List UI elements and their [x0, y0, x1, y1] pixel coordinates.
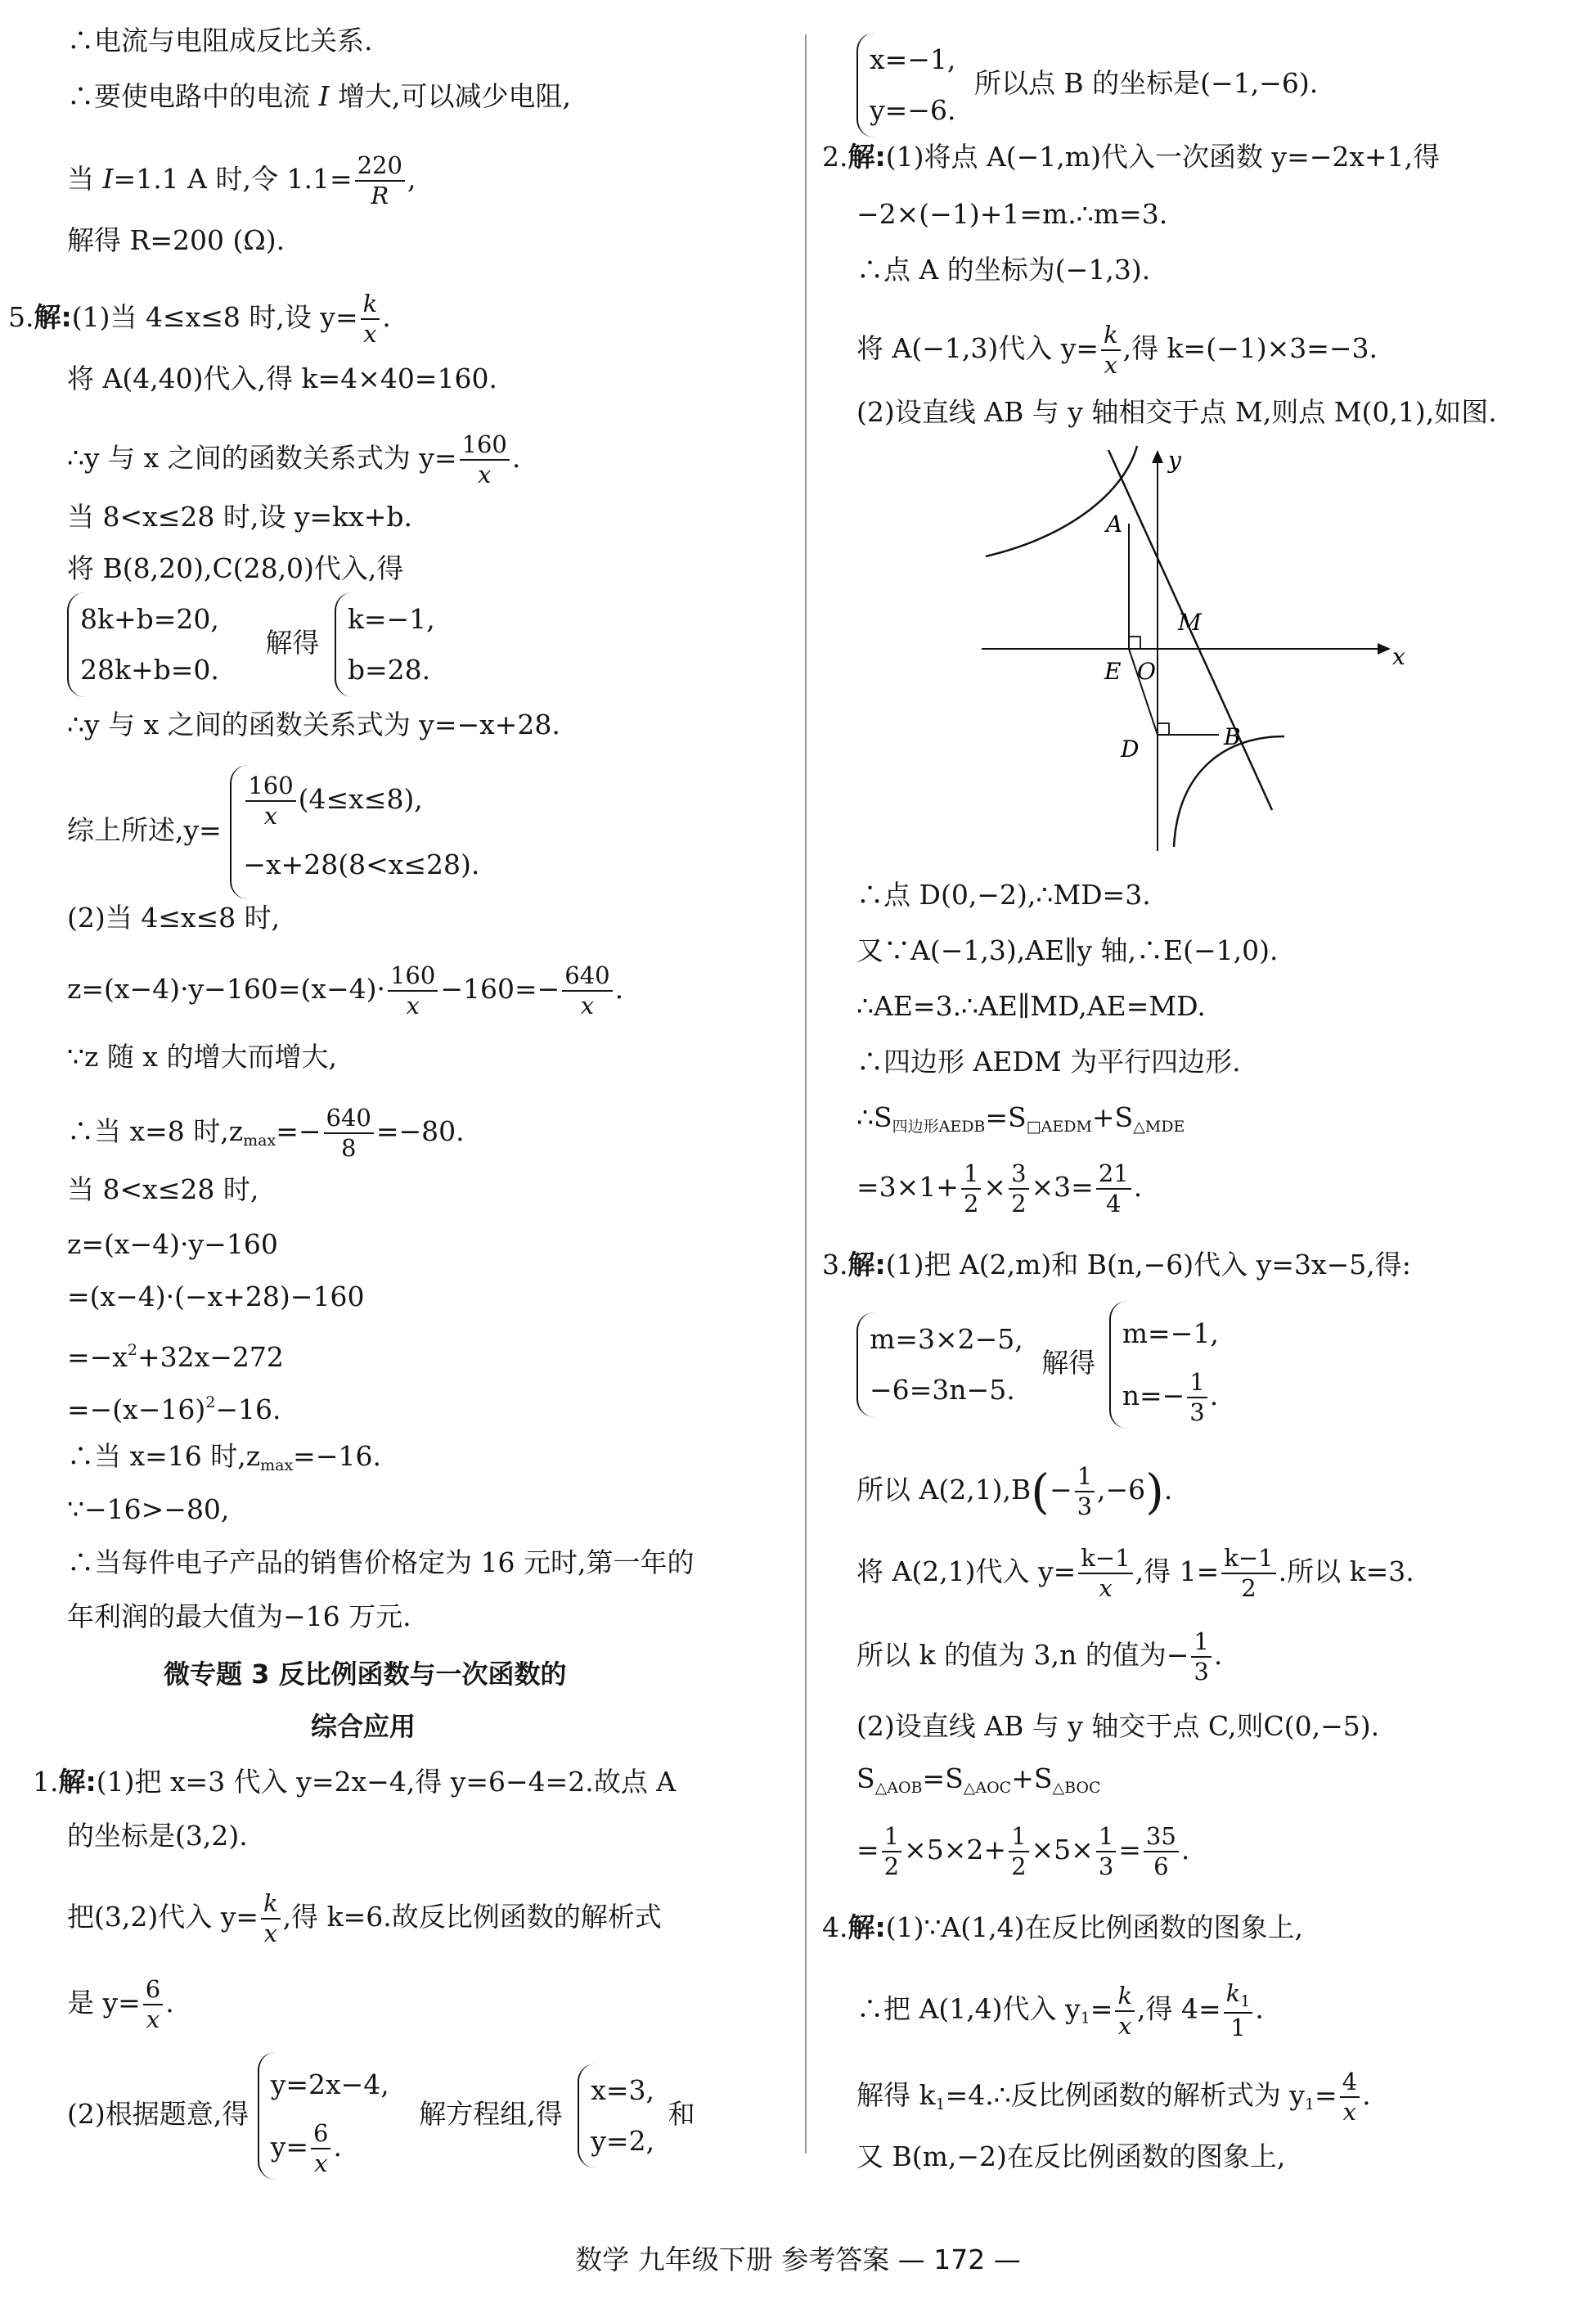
- label-m: M: [1178, 609, 1202, 636]
- text-line: 将 B(8,20),C(28,0)代入,得: [67, 552, 404, 584]
- equation-system: x=−1, y=−6. 所以点 B 的坐标是(−1,−6).: [856, 33, 1318, 137]
- function-graph: [982, 442, 1407, 851]
- text-line: ∴点 D(0,−2),∴MD=3.: [856, 879, 1151, 911]
- label-o: O: [1137, 658, 1156, 685]
- text-line: (2)设直线 AB 与 y 轴相交于点 M,则点 M(0,1),如图.: [856, 396, 1497, 428]
- section-heading: 综合应用: [311, 1711, 416, 1742]
- equation-system: m=3×2−5, −6=3n−5. 解得 m=−1, n=− $\frac{1}{3}$ .: [856, 1301, 1224, 1429]
- text-line: ∵−16>−80,: [67, 1493, 230, 1525]
- right-angle-e: [1129, 637, 1140, 649]
- text-line: 所以 k 的值为 3,n 的值为− $\frac{1}{3}$ .: [856, 1627, 1223, 1686]
- text-line: −2×(−1)+1=m.∴m=3.: [856, 198, 1168, 230]
- text-line: =(x−4)·(−x+28)−160: [67, 1281, 365, 1312]
- text-line: 将 A(2,1)代入 y= $\frac{k-1}{x}$ ,得 1= $\frac{k-1}{2}$ .所以 k=3.: [856, 1544, 1414, 1602]
- column-divider: [805, 34, 807, 2154]
- question-4-start: 4.解:(1)∵A(1,4)在反比例函数的图象上,: [822, 1911, 1303, 1943]
- text-line: 解得 $k_1=4.\therefore$反比例函数的解析式为 $y_1=$ $\frac{4}{x}$ .: [856, 2068, 1371, 2126]
- text-line: ∴要使电路中的电流 I 增大,可以减少电阻,: [67, 80, 572, 112]
- text-line: ∵z 随 x 的增大而增大,: [67, 1041, 337, 1073]
- page-footer: 数学 九年级下册 参考答案 — 172 —: [575, 2244, 1021, 2275]
- label-a: A: [1106, 511, 1123, 538]
- text-line: $\therefore S_{四边形AEDB}=S_{□AEDM}+S_{\triangle MDE}$: [856, 1101, 1185, 1136]
- text-line: $=-x^2+32x-272$: [67, 1341, 284, 1373]
- text-line: z=(x−4)·y−160: [67, 1228, 278, 1260]
- text-line: 将 A(4,40)代入,得 k=4×40=160.: [67, 362, 497, 394]
- equation-system: (2)根据题意,得 y=2x−4, y= $\frac{6}{x}$ . 解方程组,得 x=3, y=2, 和: [67, 2052, 695, 2180]
- question-1-start: 1.解:(1)把 x=3 代入 y=2x−4,得 y=6−4=2.故点 A: [33, 1766, 677, 1798]
- text-line: =3×1+ $\frac{1}{2}$ × $\frac{3}{2}$ ×3= $\frac{21}{4}$ .: [856, 1159, 1143, 1218]
- text-line: 把(3,2)代入 y= $\frac{k}{x}$ ,得 k=6.故反比例函数的解析式: [67, 1889, 662, 1947]
- text-line: ∴电流与电阻成反比关系.: [67, 25, 373, 56]
- text-line: ∴y 与 x 之间的函数关系式为 y= $\frac{160}{x}$ .: [67, 430, 521, 488]
- text-line: ∴当每件电子产品的销售价格定为 16 元时,第一年的: [67, 1546, 695, 1578]
- text-line: 是 y= $\frac{6}{x}$ .: [67, 1975, 174, 2033]
- text-line: 的坐标是(3,2).: [67, 1820, 248, 1852]
- text-line: 将 A(−1,3)代入 y= $\frac{k}{x}$ ,得 k=(−1)×3=−3.: [856, 321, 1378, 379]
- text-line: 所以 A(2,1),B(− $\frac{1}{3}$ ,−6).: [856, 1462, 1173, 1520]
- question-3-start: 3.解:(1)把 A(2,m)和 B(n,−6)代入 y=3x−5,得:: [822, 1249, 1411, 1281]
- text-line: ∴四边形 AEDM 为平行四边形.: [856, 1046, 1241, 1078]
- text-line: ∴AE=3.∴AE∥MD,AE=MD.: [856, 990, 1206, 1022]
- text-line: = $\frac{1}{2}$ ×5×2+ $\frac{1}{2}$ ×5× $\frac{1}{3}$ = $\frac{35}{6}$ .: [856, 1822, 1190, 1880]
- text-line: 当 I=1.1 A 时,令 1.1= $\frac{220}{R}$ ,: [67, 151, 416, 209]
- text-line: 当 8<x≤28 时,: [67, 1173, 259, 1205]
- label-d: D: [1121, 736, 1140, 763]
- text-line: ∴当 x=16 时$,z_{max}=-16$.: [67, 1440, 381, 1474]
- text-line: z=(x−4)·y−160=(x−4)· $\frac{160}{x}$ −160=− $\frac{640}{x}$ .: [67, 961, 624, 1019]
- label-b: B: [1224, 723, 1241, 750]
- section-heading: 微专题 3 反比例函数与一次函数的: [164, 1659, 567, 1690]
- question-2-start: 2.解:(1)将点 A(−1,m)代入一次函数 y=−2x+1,得: [822, 141, 1441, 173]
- text-line: ∴y 与 x 之间的函数关系式为 y=−x+28.: [67, 709, 560, 740]
- text-line: 又 B(m,−2)在反比例函数的图象上,: [856, 2140, 1286, 2172]
- text-line: 解得 R=200 (Ω).: [67, 224, 285, 256]
- text-line: ∴当 x=8 时$,z_{max}=-$ $\frac{640}{8}$ =−80.: [67, 1104, 465, 1162]
- text-line: ∴点 A 的坐标为(−1,3).: [856, 254, 1151, 286]
- text-line: 当 8<x≤28 时,设 y=kx+b.: [67, 501, 413, 533]
- hyperbola-lower-right: [1174, 736, 1284, 847]
- text-line: 年利润的最大值为−16 万元.: [67, 1600, 411, 1632]
- label-e: E: [1104, 658, 1122, 685]
- text-line: $=-(x-16)^2-16$.: [67, 1393, 281, 1425]
- piecewise-function: 综上所述,y= $\frac{160}{x}$ (4≤x≤8), −x+28(8<x≤28).: [67, 765, 484, 899]
- question-5-start: 5.解:(1)当 4≤x≤8 时,设 y= $\frac{k}{x}$ .: [8, 290, 391, 348]
- text-line: (2)当 4≤x≤8 时,: [67, 902, 281, 934]
- y-axis-arrow: [1152, 450, 1163, 463]
- text-line: 又∵A(−1,3),AE∥y 轴,∴E(−1,0).: [856, 934, 1279, 966]
- text-line: ∴把 A(1,4)代入 $y_1=$ $\frac{k}{x}$ ,得 4= $\frac{k_1}{1}$ .: [856, 1979, 1264, 2041]
- right-angle-d: [1158, 723, 1169, 735]
- label-y: y: [1168, 447, 1181, 474]
- equation-system: 8k+b=20, 28k+b=0. 解得 k=−1, b=28.: [67, 592, 440, 697]
- x-axis-arrow: [1378, 643, 1391, 655]
- text-line: $S_{\triangle AOB}=S_{\triangle AOC}+S_{\triangle BOC}$: [856, 1762, 1101, 1797]
- text-line: (2)设直线 AB 与 y 轴交于点 C,则C(0,−5).: [856, 1710, 1380, 1742]
- label-x: x: [1392, 643, 1405, 670]
